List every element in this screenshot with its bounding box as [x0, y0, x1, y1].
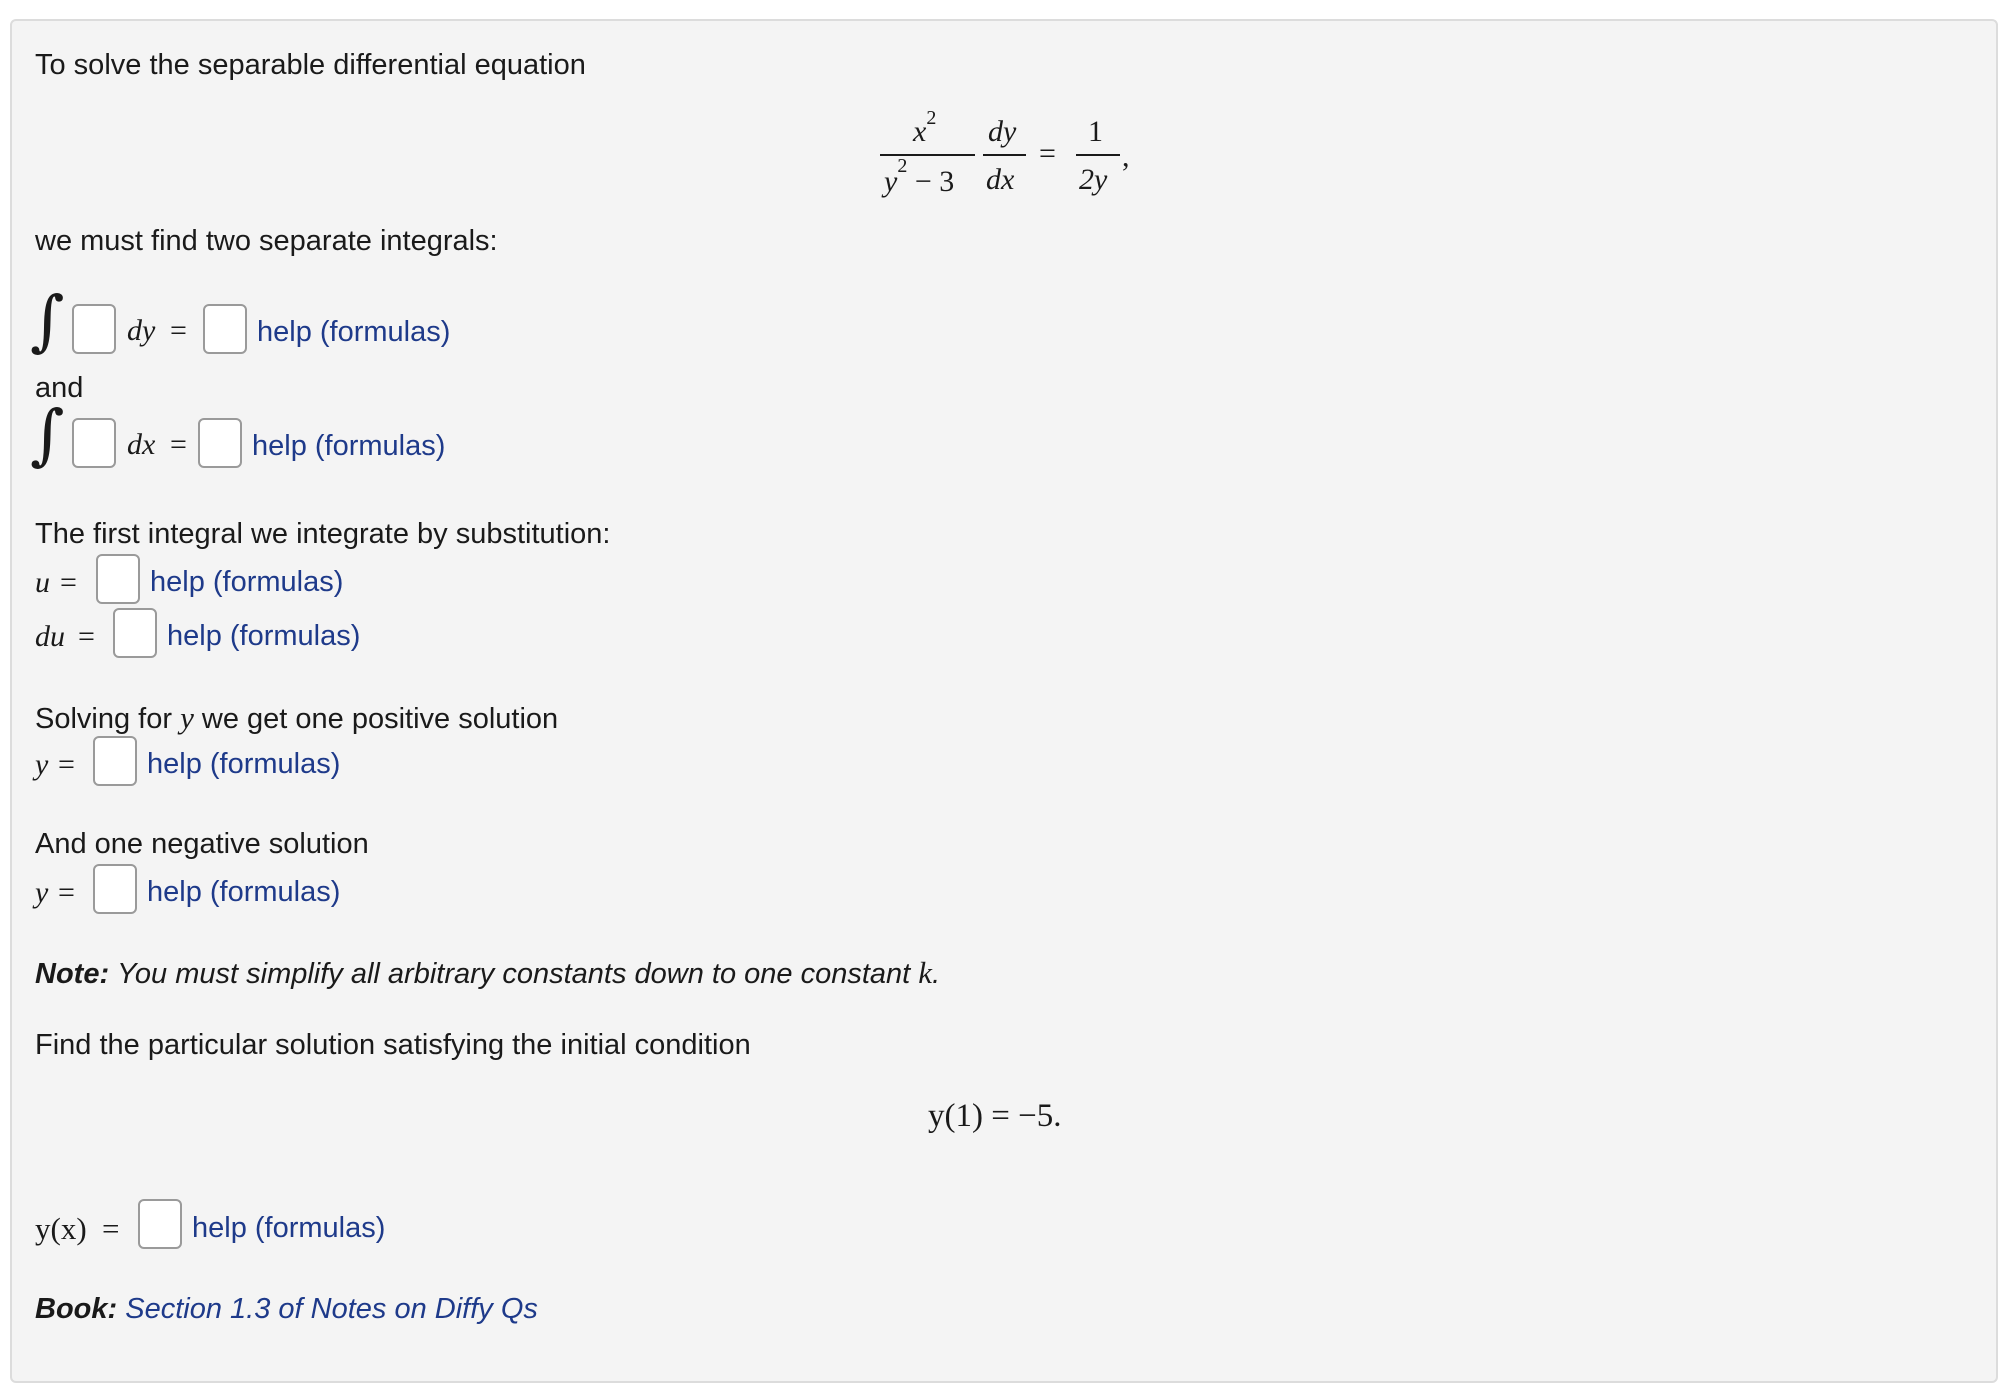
intro-text: To solve the separable differential equation [35, 49, 586, 81]
du-input[interactable] [113, 608, 157, 658]
note-label: Note: [35, 958, 110, 990]
integral2-var: dx [127, 428, 156, 461]
neg-y-label: y [35, 876, 49, 909]
pos-y-equals: = [58, 748, 75, 781]
integral2-help-link[interactable]: help (formulas) [252, 430, 446, 462]
integral1-integrand-input[interactable] [72, 304, 116, 354]
problem-panel [10, 19, 1998, 1383]
eq-rhs-num: 1 [1088, 115, 1103, 148]
yx-help-link[interactable]: help (formulas) [192, 1212, 386, 1244]
pos-help-link[interactable]: help (formulas) [147, 748, 341, 780]
integral1-help-link[interactable]: help (formulas) [257, 316, 451, 348]
particular-intro: Find the particular solution satisfying the initial condition [35, 1029, 751, 1061]
neg-y-equals: = [58, 876, 75, 909]
integrals-intro: we must find two separate integrals: [35, 225, 498, 257]
integral2-equals: = [170, 428, 187, 461]
neg-help-link[interactable]: help (formulas) [147, 876, 341, 908]
integral-sign-icon: ∫ [30, 282, 65, 359]
integral2-result-input[interactable] [198, 418, 242, 468]
du-label: du [35, 620, 65, 653]
yx-equals: = [102, 1211, 120, 1246]
note: Note: You must simplify all arbitrary constants down to one constant k. [35, 955, 941, 990]
eq-frac-line-2 [983, 154, 1026, 156]
integral-sign-icon: ∫ [30, 396, 65, 473]
u-input[interactable] [96, 554, 140, 604]
negative-intro: And one negative solution [35, 828, 369, 860]
negative-solution-input[interactable] [93, 864, 137, 914]
u-equals: = [60, 566, 77, 599]
u-help-link[interactable]: help (formulas) [150, 566, 344, 598]
eq-frac-line-3 [1076, 154, 1120, 156]
eq-num-exp: 2 [926, 107, 937, 129]
integral1-var: dy [127, 314, 156, 347]
eq-den-exp: 2 [897, 155, 908, 177]
eq-frac-line-1 [880, 154, 975, 156]
substitution-intro: The first integral we integrate by substitution: [35, 518, 611, 550]
integral2-integrand-input[interactable] [72, 418, 116, 468]
integral1-equals: = [170, 314, 187, 347]
du-help-link[interactable]: help (formulas) [167, 620, 361, 652]
eq-deriv-den: dx [986, 163, 1015, 196]
eq-trailing-comma: , [1122, 140, 1130, 173]
solving-var: y [180, 700, 194, 735]
particular-solution-input[interactable] [138, 1199, 182, 1249]
du-equals: = [78, 620, 95, 653]
book-reference [35, 1295, 538, 1324]
eq-equals: = [1039, 137, 1056, 170]
book-label: Book: [35, 1293, 118, 1325]
eq-rhs-den: 2y [1079, 163, 1108, 196]
yx-label: y(x) [35, 1211, 87, 1246]
initial-condition: y(1) = −5. [928, 1098, 1062, 1134]
pos-y-label: y [35, 748, 49, 781]
and-text: and [35, 372, 84, 404]
eq-num-base: x [913, 115, 927, 148]
solving-text: Solving for y we get one positive solution [35, 700, 559, 735]
note-text: You must simplify all arbitrary constants down to one constant [117, 958, 911, 990]
eq-den-base: y [884, 165, 898, 198]
book-link[interactable]: Section 1.3 of Notes on Diffy Qs [125, 1293, 538, 1325]
u-label: u [35, 566, 50, 599]
integral1-result-input[interactable] [203, 304, 247, 354]
eq-den-rest: − 3 [914, 165, 955, 198]
eq-deriv-num: dy [988, 115, 1017, 148]
note-var: k [918, 955, 933, 990]
positive-solution-input[interactable] [93, 736, 137, 786]
